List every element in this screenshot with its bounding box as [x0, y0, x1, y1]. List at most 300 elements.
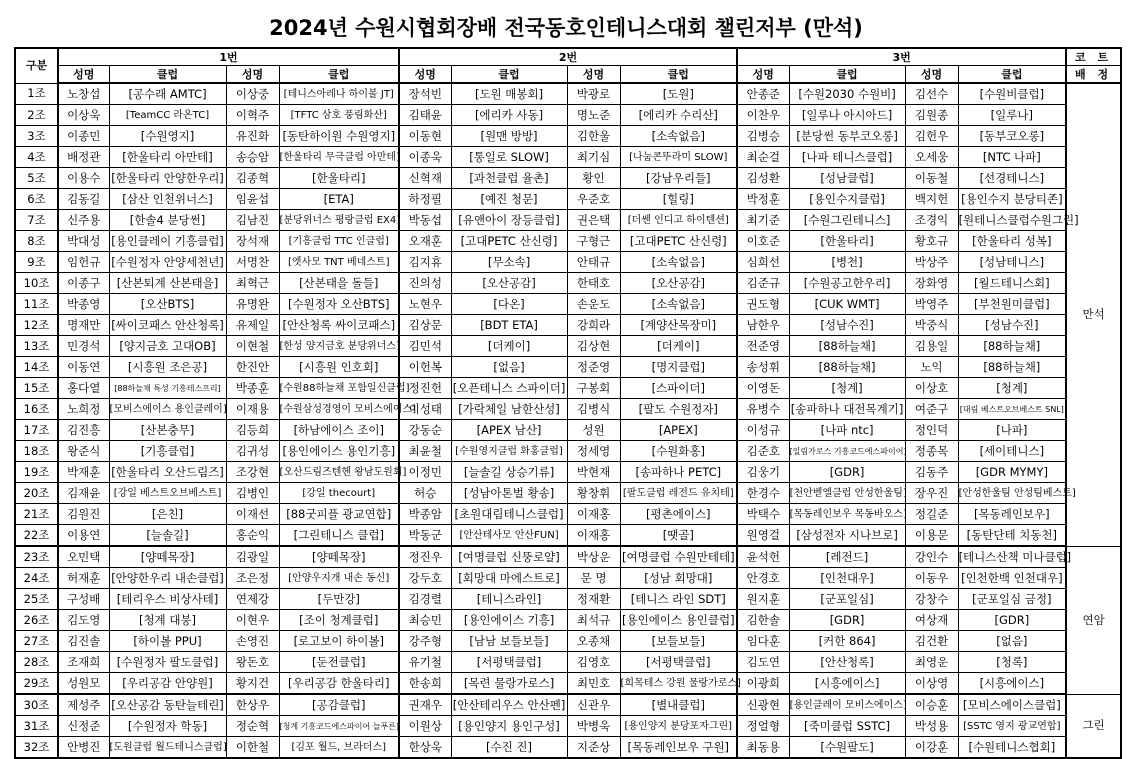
player-club: [GDR] — [789, 610, 905, 631]
table-row — [15, 525, 1121, 547]
round-3-header: 3번 — [737, 48, 1066, 66]
player-name: 이상욱 — [58, 105, 109, 126]
player-name: 이원상 — [399, 716, 451, 737]
player-club: [삼성전자 시나브로] — [789, 525, 905, 547]
player-name: 박종암 — [399, 504, 451, 525]
player-club: [삼산 인천위너스] — [109, 189, 226, 210]
group-number: 18조 — [15, 441, 58, 462]
player-name: 이동철 — [905, 168, 958, 189]
group-header: 구분 — [15, 48, 58, 83]
player-name: 정진우 — [399, 546, 451, 568]
player-name: 구형근 — [567, 231, 620, 252]
player-name: 이종욱 — [399, 147, 451, 168]
group-number: 32조 — [15, 737, 58, 759]
player-name: 한상욱 — [399, 737, 451, 759]
player-club: [공감클럽] — [279, 694, 399, 716]
player-name: 유제일 — [226, 315, 279, 336]
player-club: [조이 청계클럽] — [279, 610, 399, 631]
player-name: 손영진 — [226, 631, 279, 652]
player-name: 권도형 — [737, 294, 789, 315]
player-name: 김준호 — [737, 441, 789, 462]
player-name: 진의성 — [399, 273, 451, 294]
player-club: [안산테리우스 안산펜] — [451, 694, 567, 716]
player-club: [수원정자 학동] — [109, 716, 226, 737]
player-club: [군포일심 금정] — [958, 589, 1066, 610]
player-club: [부천원미클럽] — [958, 294, 1066, 315]
player-name: 장화영 — [905, 273, 958, 294]
player-club: [더쎈 인디고 하이텐션] — [620, 210, 737, 231]
player-name: 신혁재 — [399, 168, 451, 189]
player-name: 오종채 — [567, 631, 620, 652]
group-number: 3조 — [15, 126, 58, 147]
player-club: [원테니스클럽수원그린] — [958, 210, 1066, 231]
player-name: 오재훈 — [399, 231, 451, 252]
player-club: [GDR] — [958, 610, 1066, 631]
group-number: 11조 — [15, 294, 58, 315]
player-club: [없음] — [958, 631, 1066, 652]
player-club: [88굿피플 광교연합] — [279, 504, 399, 525]
player-club: [목동레인보우 구원] — [620, 737, 737, 759]
player-club: [APEX 남산] — [451, 420, 567, 441]
player-name: 권재우 — [399, 694, 451, 716]
player-name: 연제강 — [226, 589, 279, 610]
club-header: 클럽 — [958, 66, 1066, 84]
player-club: [안성한울팀 안성팀베스트] — [958, 483, 1066, 504]
player-club: [월드테니스회] — [958, 273, 1066, 294]
player-name: 이헌복 — [399, 357, 451, 378]
player-club: [BDT ETA] — [451, 315, 567, 336]
player-name: 박성용 — [905, 716, 958, 737]
player-name: 하정필 — [399, 189, 451, 210]
table-row — [15, 441, 1121, 462]
player-name: 이현우 — [226, 610, 279, 631]
player-club: [팔도 수원정자] — [620, 399, 737, 420]
player-name: 박동섭 — [399, 210, 451, 231]
group-number: 21조 — [15, 504, 58, 525]
player-club: [일루나] — [958, 105, 1066, 126]
player-club: [한울타리 무극클럽 아만테] — [279, 147, 399, 168]
player-name: 이동연 — [58, 357, 109, 378]
player-club: [안산테사모 안산FUN] — [451, 525, 567, 547]
player-name: 이호준 — [737, 231, 789, 252]
player-name: 김병인 — [226, 483, 279, 504]
player-club: [무소속] — [451, 252, 567, 273]
player-club: [한울타리] — [279, 168, 399, 189]
player-club: [GDR MYMY] — [958, 462, 1066, 483]
player-club: [수원화홍] — [620, 441, 737, 462]
player-club: [시흥원 조은공] — [109, 357, 226, 378]
player-name: 김헌우 — [905, 126, 958, 147]
table-row — [15, 483, 1121, 504]
player-club: [별내클럽] — [620, 694, 737, 716]
player-club: [도원 매봉회] — [451, 83, 567, 105]
player-club: [고대PETC 산신령] — [620, 231, 737, 252]
player-club: [수원정자 안양세천년] — [109, 252, 226, 273]
player-name: 김종혁 — [226, 168, 279, 189]
player-name: 김귀성 — [226, 441, 279, 462]
player-club: [수원88하늘채 포함일신클럽] — [279, 378, 399, 399]
player-club: [송파하나 PETC] — [620, 462, 737, 483]
group-number: 9조 — [15, 252, 58, 273]
table-row — [15, 716, 1121, 737]
player-club: [수원2030 수원비] — [789, 83, 905, 105]
table-row — [15, 673, 1121, 695]
player-club: [분당썬 동부코오롱] — [789, 126, 905, 147]
player-name: 김도연 — [737, 652, 789, 673]
player-club: [강남우리들] — [620, 168, 737, 189]
player-club: [인천대우] — [789, 568, 905, 589]
group-number: 7조 — [15, 210, 58, 231]
player-name: 이동우 — [905, 568, 958, 589]
player-name: 김용일 — [905, 336, 958, 357]
player-name: 최민호 — [567, 673, 620, 695]
header-row-fields — [15, 66, 1121, 84]
player-club: [시흥원 인호회] — [279, 357, 399, 378]
player-name: 김진솔 — [58, 631, 109, 652]
player-name: 박종훈 — [226, 378, 279, 399]
player-club: [성남테니스] — [958, 252, 1066, 273]
player-name: 박광로 — [567, 83, 620, 105]
player-name: 김등희 — [226, 420, 279, 441]
player-club: [안산청록 싸이코패스] — [279, 315, 399, 336]
player-club: [커한 864] — [789, 631, 905, 652]
header-row-rounds — [15, 48, 1121, 66]
player-name: 이찬우 — [737, 105, 789, 126]
player-club: [청계 기흥코드에스파이어 늘푸른] — [279, 716, 399, 737]
player-club: [더케이] — [620, 336, 737, 357]
club-header: 클럽 — [451, 66, 567, 84]
player-name: 김태윤 — [399, 105, 451, 126]
player-name: 장석재 — [226, 231, 279, 252]
table-row — [15, 610, 1121, 631]
group-number: 29조 — [15, 673, 58, 695]
player-club: [산본충무] — [109, 420, 226, 441]
player-club: [기흥클럽] — [109, 441, 226, 462]
player-name: 이승훈 — [905, 694, 958, 716]
player-name: 명재만 — [58, 315, 109, 336]
player-club: [동탄하이원 수원영지] — [279, 126, 399, 147]
player-name: 정순혁 — [226, 716, 279, 737]
player-club: [성남수진] — [958, 315, 1066, 336]
player-club: [에리카 수리산] — [620, 105, 737, 126]
player-club: [나파 테니스클럽] — [789, 147, 905, 168]
player-name: 최동용 — [737, 737, 789, 759]
player-club: [우리공감 안양원] — [109, 673, 226, 695]
player-club: [동탄단테 치동천] — [958, 525, 1066, 547]
player-club: [회망대 마에스트로] — [451, 568, 567, 589]
player-club: [모비스에이스 용인클레이] — [109, 399, 226, 420]
table-row — [15, 378, 1121, 399]
player-name: 송성휘 — [737, 357, 789, 378]
player-club: [소속없음] — [620, 252, 737, 273]
player-club: [팔도클럽 레전드 유치테] — [620, 483, 737, 504]
player-name: 정인덕 — [905, 420, 958, 441]
player-club: [한울타리 오산드림즈] — [109, 462, 226, 483]
player-name: 이성태 — [399, 399, 451, 420]
player-name: 김경렬 — [399, 589, 451, 610]
player-club: [오산공감] — [451, 273, 567, 294]
player-name: 임다훈 — [737, 631, 789, 652]
player-club: [테니스 라인 SDT] — [620, 589, 737, 610]
player-club: [수원공고한우리] — [789, 273, 905, 294]
player-name: 최승민 — [399, 610, 451, 631]
table-row — [15, 652, 1121, 673]
page-title: 2024년 수원시협회장배 전국동호인테니스대회 챌린저부 (만석) — [269, 16, 863, 40]
player-club: [한울타리 아만테] — [109, 147, 226, 168]
player-name: 윤석헌 — [737, 546, 789, 568]
name-header: 성명 — [399, 66, 451, 84]
player-name: 이재홍 — [567, 504, 620, 525]
player-club: [안양한우리 내손클럽] — [109, 568, 226, 589]
player-club: [한성 양지금호 분당위너스] — [279, 336, 399, 357]
player-club: [APEX] — [620, 420, 737, 441]
group-number: 2조 — [15, 105, 58, 126]
player-club: [서평택클럽] — [620, 652, 737, 673]
player-club: [수원정자 오산BTS] — [279, 294, 399, 315]
player-name: 김웅기 — [737, 462, 789, 483]
player-name: 이정민 — [399, 462, 451, 483]
player-name: 이재홍 — [567, 525, 620, 547]
player-name: 안병진 — [58, 737, 109, 759]
player-name: 제성주 — [58, 694, 109, 716]
player-club: [한울타리] — [789, 231, 905, 252]
player-club: [김포 월드, 브라더스] — [279, 737, 399, 759]
player-club: [스파이더] — [620, 378, 737, 399]
player-club: [88하늘채] — [789, 357, 905, 378]
player-club: [수진 진] — [451, 737, 567, 759]
player-name: 김진흥 — [58, 420, 109, 441]
player-name: 박동군 — [399, 525, 451, 547]
bracket-table — [14, 47, 1122, 759]
player-name: 최순걸 — [737, 147, 789, 168]
player-name: 김영호 — [567, 652, 620, 673]
table-row — [15, 336, 1121, 357]
player-club: [수원비클럽] — [958, 83, 1066, 105]
table-row — [15, 357, 1121, 378]
player-club: [힐링] — [620, 189, 737, 210]
player-club: [송파하나 대전목계기] — [789, 399, 905, 420]
player-club: [병천] — [789, 252, 905, 273]
table-row — [15, 189, 1121, 210]
player-name: 유명완 — [226, 294, 279, 315]
player-club: [오픈테니스 스파이더] — [451, 378, 567, 399]
player-name: 이동현 — [399, 126, 451, 147]
player-name: 정준영 — [567, 357, 620, 378]
player-club: [모비스에이스클럽] — [958, 694, 1066, 716]
player-name: 심희선 — [737, 252, 789, 273]
player-club: [여명클럽 수원만테테] — [620, 546, 737, 568]
player-name: 김병승 — [737, 126, 789, 147]
player-name: 강주형 — [399, 631, 451, 652]
player-name: 박택수 — [737, 504, 789, 525]
player-club: [용인클레이 모비스에이스] — [789, 694, 905, 716]
player-name: 신관우 — [567, 694, 620, 716]
table-row — [15, 568, 1121, 589]
player-club: [분당위너스 평랑클럽 EX4] — [279, 210, 399, 231]
player-club: [산본퇴계 산본태을] — [109, 273, 226, 294]
player-club: [땟골] — [620, 525, 737, 547]
player-name: 이한철 — [226, 737, 279, 759]
player-club: [동부코오롱] — [958, 126, 1066, 147]
bracket-body — [15, 83, 1121, 758]
player-club: [청계] — [958, 378, 1066, 399]
player-name: 이상영 — [905, 673, 958, 695]
player-club: [평촌에이스] — [620, 504, 737, 525]
player-name: 정재환 — [567, 589, 620, 610]
player-name: 이종민 — [58, 126, 109, 147]
player-club: [시흥에이스] — [958, 673, 1066, 695]
player-name: 이재용 — [226, 399, 279, 420]
player-club: [양떼목장] — [279, 546, 399, 568]
player-name: 구봉회 — [567, 378, 620, 399]
player-name: 이혁주 — [226, 105, 279, 126]
player-name: 김준규 — [737, 273, 789, 294]
player-name: 최윤철 — [399, 441, 451, 462]
player-club: [오산공감] — [620, 273, 737, 294]
player-name: 안태규 — [567, 252, 620, 273]
player-name: 원영걸 — [737, 525, 789, 547]
player-club: [오산공감 동탄늘테린] — [109, 694, 226, 716]
player-name: 조경익 — [905, 210, 958, 231]
player-club: [유앤아이 장등클럽] — [451, 210, 567, 231]
player-club: [안양우지개 내손 동신] — [279, 568, 399, 589]
player-name: 최석규 — [567, 610, 620, 631]
name-header: 성명 — [226, 66, 279, 84]
table-row — [15, 631, 1121, 652]
player-name: 강두호 — [399, 568, 451, 589]
player-club: [초원대림테니스클럽] — [451, 504, 567, 525]
player-club: [더케이] — [451, 336, 567, 357]
player-name: 황호규 — [905, 231, 958, 252]
player-name: 여상재 — [905, 610, 958, 631]
player-name: 박종영 — [58, 294, 109, 315]
group-number: 8조 — [15, 231, 58, 252]
player-name: 박영주 — [905, 294, 958, 315]
player-name: 박중식 — [905, 315, 958, 336]
table-row — [15, 273, 1121, 294]
group-number: 10조 — [15, 273, 58, 294]
player-name: 황인 — [567, 168, 620, 189]
table-row — [15, 420, 1121, 441]
table-row — [15, 504, 1121, 525]
player-club: [고대PETC 산신령] — [451, 231, 567, 252]
group-number: 13조 — [15, 336, 58, 357]
player-name: 유병수 — [737, 399, 789, 420]
player-name: 박상운 — [567, 546, 620, 568]
player-name: 김건환 — [905, 631, 958, 652]
player-name: 박병욱 — [567, 716, 620, 737]
player-name: 조은정 — [226, 568, 279, 589]
name-header: 성명 — [737, 66, 789, 84]
player-club: [용인에이스 용인기흥] — [279, 441, 399, 462]
player-club: [청계] — [789, 378, 905, 399]
table-row — [15, 546, 1121, 568]
player-club: [성남 회망대] — [620, 568, 737, 589]
player-name: 문 명 — [567, 568, 620, 589]
player-name: 박현재 — [567, 462, 620, 483]
player-name: 정길준 — [905, 504, 958, 525]
player-club: [성남클럽] — [789, 168, 905, 189]
player-name: 김광일 — [226, 546, 279, 568]
player-club: [남남 보들보들] — [451, 631, 567, 652]
player-club: [인천한백 인천대우] — [958, 568, 1066, 589]
player-name: 노창섭 — [58, 83, 109, 105]
club-header: 클럽 — [279, 66, 399, 84]
player-club: [성남아톤벌 황송] — [451, 483, 567, 504]
player-club: [다온] — [451, 294, 567, 315]
player-club: [하남에이스 조이] — [279, 420, 399, 441]
player-name: 이영돈 — [737, 378, 789, 399]
player-name: 한송희 — [399, 673, 451, 695]
player-name: 신정준 — [58, 716, 109, 737]
court-header-top: 코 트 — [1066, 48, 1121, 66]
player-club: [보들보들] — [620, 631, 737, 652]
player-name: 최기준 — [737, 210, 789, 231]
player-club: [수원그린테니스] — [789, 210, 905, 231]
player-club: [용인에이스 기흥] — [451, 610, 567, 631]
player-club: [수원영지] — [109, 126, 226, 147]
player-club: [테니스라인] — [451, 589, 567, 610]
court-assignment: 만석 — [1066, 83, 1121, 546]
player-name: 유기철 — [399, 652, 451, 673]
group-number: 26조 — [15, 610, 58, 631]
player-name: 남한우 — [737, 315, 789, 336]
player-club: [늘솔길] — [109, 525, 226, 547]
player-name: 강동순 — [399, 420, 451, 441]
player-name: 정종목 — [905, 441, 958, 462]
group-number: 27조 — [15, 631, 58, 652]
player-name: 김한울 — [567, 126, 620, 147]
table-row — [15, 462, 1121, 483]
table-row — [15, 168, 1121, 189]
player-club: [오산BTS] — [109, 294, 226, 315]
player-name: 이상중 — [226, 83, 279, 105]
player-name: 김동주 — [905, 462, 958, 483]
player-club: [대림 베스트오브베스트 SNL] — [958, 399, 1066, 420]
player-name: 김원진 — [58, 504, 109, 525]
group-number: 30조 — [15, 694, 58, 716]
player-name: 황창휘 — [567, 483, 620, 504]
player-name: 김동길 — [58, 189, 109, 210]
player-name: 정진헌 — [399, 378, 451, 399]
player-name: 왕준식 — [58, 441, 109, 462]
player-club: [일루나 아시아드] — [789, 105, 905, 126]
club-header: 클럽 — [620, 66, 737, 84]
player-club: [늘솔길 상승기류] — [451, 462, 567, 483]
player-club: [성남수진] — [789, 315, 905, 336]
player-club: [강일 베스트오브베스트] — [109, 483, 226, 504]
player-name: 박정훈 — [737, 189, 789, 210]
player-club: [에리카 사동] — [451, 105, 567, 126]
player-name: 정얼형 — [737, 716, 789, 737]
player-name: 박재훈 — [58, 462, 109, 483]
player-name: 송승암 — [226, 147, 279, 168]
club-header: 클럽 — [789, 66, 905, 84]
player-name: 노희정 — [58, 399, 109, 420]
player-name: 허승 — [399, 483, 451, 504]
player-name: 안경호 — [737, 568, 789, 589]
player-name: 김민석 — [399, 336, 451, 357]
player-club: [88하늘채] — [958, 357, 1066, 378]
player-club: [엣사모 TNT 베네스트] — [279, 252, 399, 273]
table-row — [15, 147, 1121, 168]
player-name: 박대성 — [58, 231, 109, 252]
player-name: 김원종 — [905, 105, 958, 126]
player-name: 이강훈 — [905, 737, 958, 759]
player-club: [시흥에이스] — [789, 673, 905, 695]
player-name: 구성배 — [58, 589, 109, 610]
player-club: [오산드림즈텐헨 왕남도원회] — [279, 462, 399, 483]
